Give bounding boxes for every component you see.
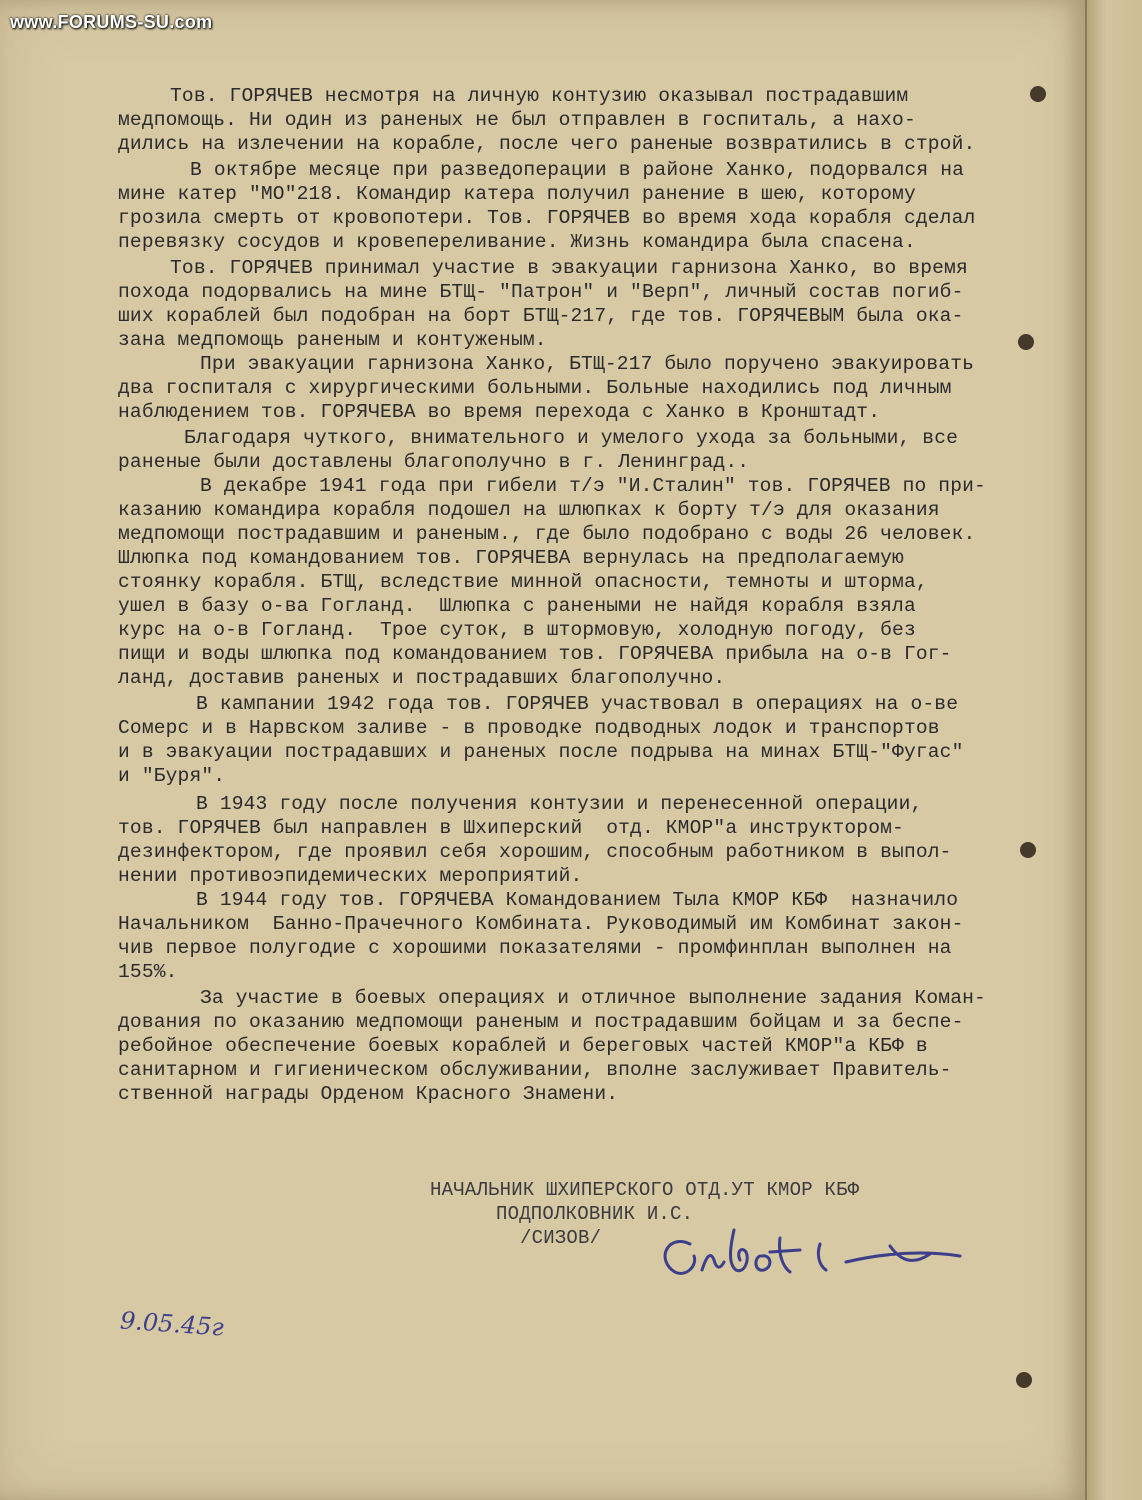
body-line: казанию командира корабля подошел на шлюпках к борту т/э для оказания: [118, 499, 940, 521]
punch-hole: [1016, 1372, 1032, 1388]
body-line: зана медпомощь раненым и контуженым.: [118, 329, 547, 351]
body-line: санитарном и гигиеническом обслуживании, вполне заслуживает Правитель-: [118, 1059, 952, 1081]
handwritten-date: 9.05.45г: [119, 1306, 225, 1342]
body-line: В 1943 году после получения контузии и перенесенной операции,: [196, 793, 923, 815]
body-line: ственной награды Орденом Красного Знамени.: [118, 1083, 619, 1105]
signatory-rank: ПОДПОЛКОВНИК И.С.: [496, 1203, 694, 1225]
body-line: В октябре месяце при разведоперации в районе Ханко, подорвался на: [190, 159, 965, 181]
body-line: Тов. ГОРЯЧЕВ несмотря на личную контузию оказывал пострадавшим: [170, 85, 909, 107]
body-line: наблюдением тов. ГОРЯЧЕВА во время перехода с Ханко в Кронштадт.: [118, 401, 881, 423]
body-line: дования по оказанию медпомощи раненым и пострадавшим бойцам и за беспе-: [118, 1011, 964, 1033]
handwritten-signature: [650, 1200, 970, 1290]
body-line: похода подорвались на мине БТЩ- "Патрон" и "Верп", личный состав погиб-: [118, 281, 964, 303]
body-line: стоянку корабля. БТЩ, вследствие минной опасности, темноты и шторма,: [118, 571, 928, 593]
punch-hole: [1018, 334, 1034, 350]
body-line: При эвакуации гарнизона Ханко, БТЩ-217 было поручено эвакуировать: [200, 353, 975, 375]
body-line: пищи и воды шлюпка под командованием тов. ГОРЯЧЕВА прибыла на о-в Гог-: [118, 643, 952, 665]
body-line: мине катер "МО"218. Командир катера получил ранение в шею, которому: [118, 183, 916, 205]
body-line: Начальником Банно-Прачечного Комбината. Руководимый им Комбинат закон-: [118, 913, 964, 935]
body-line: и в эвакуации пострадавших и раненых после подрыва на минах БТЩ-"Фугас": [118, 741, 964, 763]
signatory-title: НАЧАЛЬНИК ШХИПЕРСКОГО ОТД.УТ КМОР КБФ: [430, 1179, 860, 1201]
body-line: Благодаря чуткого, внимательного и умелого ухода за больными, все: [184, 427, 959, 449]
body-line: тов. ГОРЯЧЕВ был направлен в Шхиперский отд. КМОР"а инструктором-: [118, 817, 904, 839]
body-line: В кампании 1942 года тов. ГОРЯЧЕВ участвовал в операциях на о-ве: [196, 693, 959, 715]
body-line: грозила смерть от кровопотери. Тов. ГОРЯЧЕВ во время хода корабля сделал: [118, 207, 976, 229]
body-line: ланд, доставив раненых и пострадавших благополучно.: [118, 667, 726, 689]
body-line: нении противоэпидемических мероприятий.: [118, 865, 583, 887]
body-line: два госпиталя с хирургическими больными. Больные находились под личным: [118, 377, 952, 399]
body-line: В 1944 году тов. ГОРЯЧЕВА Командованием Тыла КМОР КБФ назначило: [196, 889, 959, 911]
body-line: ших кораблей был подобран на борт БТЩ-217, где тов. ГОРЯЧЕВЫМ была ока-: [118, 305, 964, 327]
body-line: дезинфектором, где проявил себя хорошим, способным работником в выпол-: [118, 841, 952, 863]
body-line: перевязку сосудов и кровепереливание. Жизнь командира была спасена.: [118, 231, 916, 253]
body-line: Сомерс и в Нарвском заливе - в проводке подводных лодок и транспортов: [118, 717, 940, 739]
punch-hole: [1030, 86, 1046, 102]
body-line: Тов. ГОРЯЧЕВ принимал участие в эвакуации гарнизона Ханко, во время: [170, 257, 968, 279]
body-line: В декабре 1941 года при гибели т/э "И.Сталин" тов. ГОРЯЧЕВ по при-: [200, 475, 986, 497]
body-line: ребойное обеспечение боевых кораблей и береговых частей КМОР"а КБФ в: [118, 1035, 928, 1057]
body-line: раненые были доставлены благополучно в г. Ленинград..: [118, 451, 750, 473]
body-line: медпомощь. Ни один из раненых не был отправлен в госпиталь, а нахо-: [118, 109, 916, 131]
body-line: и "Буря".: [118, 765, 226, 787]
body-line: За участие в боевых операциях и отличное выполнение задания Коман-: [200, 987, 986, 1009]
body-line: дились на излечении на корабле, после чего раненые возвратились в строй.: [118, 133, 976, 155]
body-line: чив первое полугодие с хорошими показателями - промфинплан выполнен на: [118, 937, 952, 959]
page-edge-strip: [1085, 0, 1142, 1500]
signatory-name: /СИЗОВ/: [520, 1227, 602, 1249]
body-line: курс на о-в Гогланд. Трое суток, в штормовую, холодную погоду, без: [118, 619, 916, 641]
body-line: ушел в базу о-ва Гогланд. Шлюпка с ранеными не найдя корабля взяла: [118, 595, 916, 617]
body-line: Шлюпка под командованием тов. ГОРЯЧЕВА вернулась на предполагаемую: [118, 547, 904, 569]
body-line: медпомощи пострадавшим и раненым., где было подобрано с воды 26 человек.: [118, 523, 976, 545]
body-line: 155%.: [118, 961, 178, 983]
punch-hole: [1020, 842, 1036, 858]
watermark-text: www.FORUMS-SU.com: [10, 12, 213, 32]
